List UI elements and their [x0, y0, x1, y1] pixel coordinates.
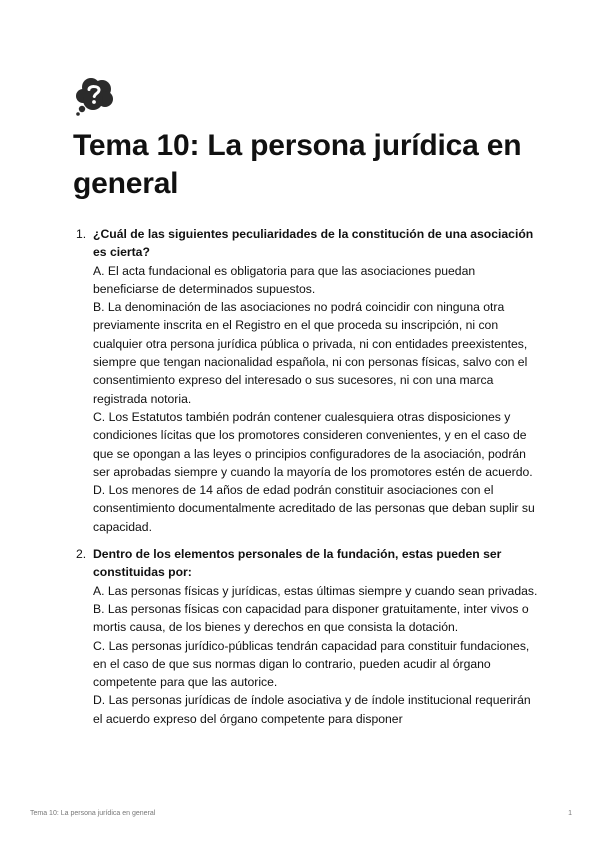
answer-option-b: B. La denominación de las asociaciones no podrá coincidir con ninguna otra previamente inscrita en el Registro en el que proceda su inscripción, ni con cualquier otra persona jurídica pública o privada, ni con entidades preexistentes, siempre que tengan nacionalidad española, ni con personas físicas, salvo con el consentimiento expreso del interesado o sus sucesores, ni con una marca registrada notoria.	[93, 300, 528, 406]
question-number: 2.	[76, 547, 87, 562]
question-text: ¿Cuál de las siguientes peculiaridades de la constitución de una asociación es cierta?	[93, 227, 534, 260]
answer-option-b: B. Las personas físicas con capacidad para disponer gratuitamente, inter vivos o mortis causa, de los bienes y derechos en que consista la dotación.	[93, 601, 529, 635]
page-number: 1	[568, 810, 572, 817]
question-item-2	[76, 545, 538, 728]
answer-option-a: A. El acta fundacional es obligatoria para que las asociaciones puedan beneficiarse de determinados supuestos.	[93, 263, 476, 296]
answer-option-d: D. Las personas jurídicas de índole asociativa y de índole institucional requerirán el acuerdo expreso del órgano competente para disponer	[93, 693, 531, 726]
page-footer	[30, 810, 572, 817]
question-list	[76, 225, 538, 737]
answer-option-d: D. Los menores de 14 años de edad podrán constituir asociaciones con el consentimiento documentalmente acreditado de las personas que deban suplir su capacidad.	[93, 483, 535, 534]
answer-option-a: A. Las personas físicas y jurídicas, estas últimas siempre y cuando sean privadas.	[93, 583, 538, 598]
question-item-1	[76, 225, 538, 536]
answer-option-c: C. Los Estatutos también podrán contener cualesquiera otras disposiciones y condiciones lícitas que los promotores consideren convenientes, y en el caso de que se opongan a las leyes o principios configuradores de la asociación, podrán ser aprobadas siempre y cuando la mayoría de los promotores estén de acuerdo.	[93, 409, 533, 479]
question-number: 1.	[76, 227, 87, 241]
question-text: Dentro de los elementos personales de la fundación, estas pueden ser constituidas por:	[93, 547, 502, 580]
question-bubble-icon	[74, 76, 114, 116]
page-title: Tema 10: La persona jurídica en general	[73, 129, 522, 200]
answer-option-c: C. Las personas jurídico-públicas tendrán capacidad para constituir fundaciones, en el caso de que sus normas digan lo contrario, pueden acudir al órgano competente para que las autorice.	[93, 638, 530, 690]
footer-title: Tema 10: La persona jurídica en general	[30, 810, 156, 817]
